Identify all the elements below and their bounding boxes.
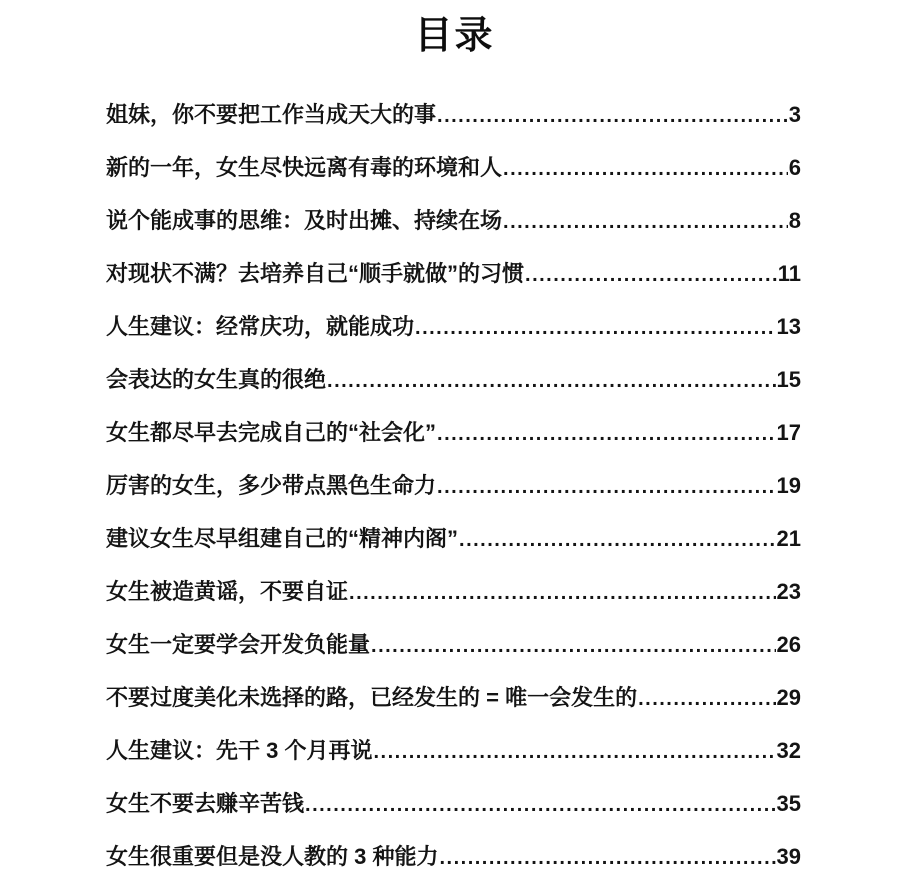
toc-entry[interactable] — [106, 366, 801, 392]
toc-page-number: 32 — [776, 737, 801, 763]
toc-page-number: 29 — [776, 684, 801, 710]
toc-page-number: 13 — [776, 313, 801, 339]
toc-entry[interactable] — [106, 313, 801, 339]
toc-page-number: 23 — [776, 578, 801, 604]
toc-entry[interactable] — [106, 260, 801, 286]
toc-entry-label: 厉害的女生，多少带点黑色生命力 — [106, 472, 437, 498]
toc-dot-leader — [327, 369, 776, 392]
page-title: 目录 — [414, 15, 495, 57]
toc-entry[interactable] — [106, 737, 801, 763]
toc-dot-leader — [437, 422, 776, 445]
toc-page-number: 21 — [776, 525, 801, 551]
toc-entry-label: 女生很重要但是没人教的 3 种能力 — [106, 843, 439, 869]
toc-page-number: 19 — [776, 472, 801, 498]
toc-entry[interactable] — [106, 207, 801, 233]
toc-entry[interactable] — [106, 790, 801, 816]
toc-entry[interactable] — [106, 631, 801, 657]
toc-page-number: 17 — [776, 419, 801, 445]
toc-dot-leader — [415, 316, 776, 339]
toc-dot-leader — [305, 793, 776, 816]
toc-page-number: 26 — [776, 631, 801, 657]
toc-entry-label: 对现状不满？去培养自己“顺手就做”的习惯 — [106, 260, 525, 286]
toc-page-number: 39 — [776, 843, 801, 869]
toc-entry[interactable] — [106, 684, 801, 710]
toc-entry-label: 姐妹，你不要把工作当成天大的事 — [106, 101, 437, 127]
toc-dot-leader — [525, 263, 777, 286]
toc-dot-leader — [503, 210, 788, 233]
toc-entry[interactable] — [106, 154, 801, 180]
toc-entry[interactable] — [106, 843, 801, 869]
toc-entry-label: 人生建议：经常庆功，就能成功 — [106, 313, 415, 339]
toc-list — [0, 101, 909, 869]
toc-page-number: 3 — [788, 101, 801, 127]
toc-page-number: 11 — [777, 260, 801, 286]
toc-dot-leader — [349, 581, 776, 604]
toc-page-number: 8 — [788, 207, 801, 233]
toc-dot-leader — [437, 475, 776, 498]
toc-dot-leader — [638, 687, 775, 710]
toc-entry-label: 说个能成事的思维：及时出摊、持续在场 — [106, 207, 503, 233]
toc-entry[interactable] — [106, 525, 801, 551]
toc-dot-leader — [437, 104, 788, 127]
toc-entry[interactable] — [106, 472, 801, 498]
toc-entry-label: 不要过度美化未选择的路，已经发生的 = 唯一会发生的 — [106, 684, 638, 710]
toc-entry-label: 女生都尽早去完成自己的“社会化” — [106, 419, 437, 445]
toc-entry[interactable] — [106, 578, 801, 604]
toc-entry[interactable] — [106, 419, 801, 445]
toc-dot-leader — [371, 634, 776, 657]
toc-entry-label: 会表达的女生真的很绝 — [106, 366, 327, 392]
toc-dot-leader — [459, 528, 776, 551]
toc-dot-leader — [439, 846, 775, 869]
toc-dot-leader — [503, 157, 788, 180]
toc-dot-leader — [373, 740, 775, 763]
toc-entry-label: 人生建议：先干 3 个月再说 — [106, 737, 373, 763]
toc-entry[interactable] — [106, 101, 801, 127]
toc-entry-label: 女生被造黄谣，不要自证 — [106, 578, 349, 604]
toc-entry-label: 女生一定要学会开发负能量 — [106, 631, 371, 657]
toc-page-number: 15 — [776, 366, 801, 392]
toc-entry-label: 女生不要去赚辛苦钱 — [106, 790, 305, 816]
toc-entry-label: 新的一年，女生尽快远离有毒的环境和人 — [106, 154, 503, 180]
toc-entry-label: 建议女生尽早组建自己的“精神内阁” — [106, 525, 459, 551]
toc-page-number: 6 — [788, 154, 801, 180]
toc-page-number: 35 — [776, 790, 801, 816]
